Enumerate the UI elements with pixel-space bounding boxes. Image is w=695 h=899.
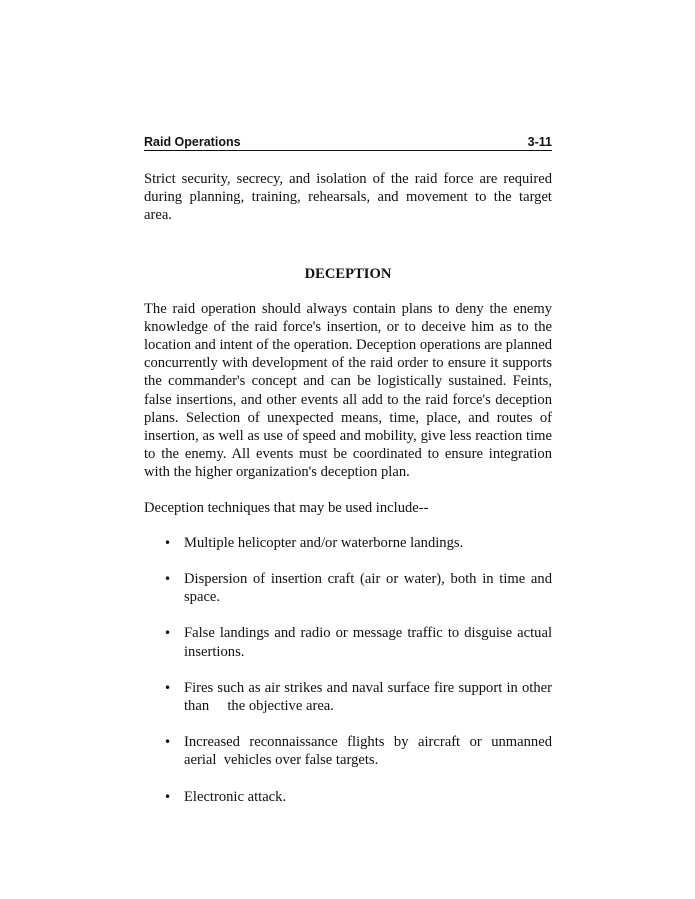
bullet-icon: •: [164, 572, 172, 587]
bullet-icon: •: [164, 789, 172, 804]
techniques-intro: Deception techniques that may be used include--: [144, 499, 429, 516]
techniques-list: [144, 534, 556, 806]
bullet-icon: •: [164, 626, 172, 641]
list-item-text: Electronic attack.: [184, 788, 287, 805]
section-heading: DECEPTION: [304, 265, 392, 282]
document-page: [144, 134, 556, 824]
header-page-number: 3-11: [527, 135, 552, 149]
list-item: [144, 534, 552, 552]
list-item: [144, 679, 556, 715]
list-item: [144, 570, 552, 606]
intro-paragraph: Strict security, secrecy, and isolation of the raid force are required during planning, training, rehearsals, and movement to the target area.: [144, 171, 552, 224]
bullet-icon: •: [164, 680, 172, 695]
list-item-text: Multiple helicopter and/or waterborne landings.: [184, 534, 464, 551]
list-item-text: False landings and radio or message traffic to disguise actual insertions.: [184, 625, 552, 660]
list-item-text: Increased reconnaissance flights by aircraft or unmanned aerial vehicles over false targets.: [184, 734, 556, 769]
list-item-text: Dispersion of insertion craft (air or water), both in time and space.: [184, 571, 552, 606]
list-item-text: Fires such as air strikes and naval surface fire support in other than the objective area.: [184, 679, 556, 715]
list-item: [144, 733, 556, 769]
list-item: [144, 624, 552, 660]
bullet-icon: •: [164, 535, 172, 550]
deception-paragraph: The raid operation should always contain plans to deny the enemy knowledge of the raid force's insertion, or to deceive him as to the location and intent of the operation. Deception operations are planned concurrently with development of the raid order to ensure it supports the commander's concept and can be logistically sustained. Feints, false insertions, and other events all add to the raid force's deception plans. Selection of unexpected means, time, place, and routes of insertion, as well as use of speed and mobility, give less reaction time to the enemy. All events must be coordinated to ensure integration with the higher organization's deception plan.: [144, 300, 552, 481]
header-title: Raid Operations: [144, 135, 241, 149]
list-item: [144, 788, 552, 806]
bullet-icon: •: [164, 735, 172, 750]
running-header: [144, 134, 552, 151]
